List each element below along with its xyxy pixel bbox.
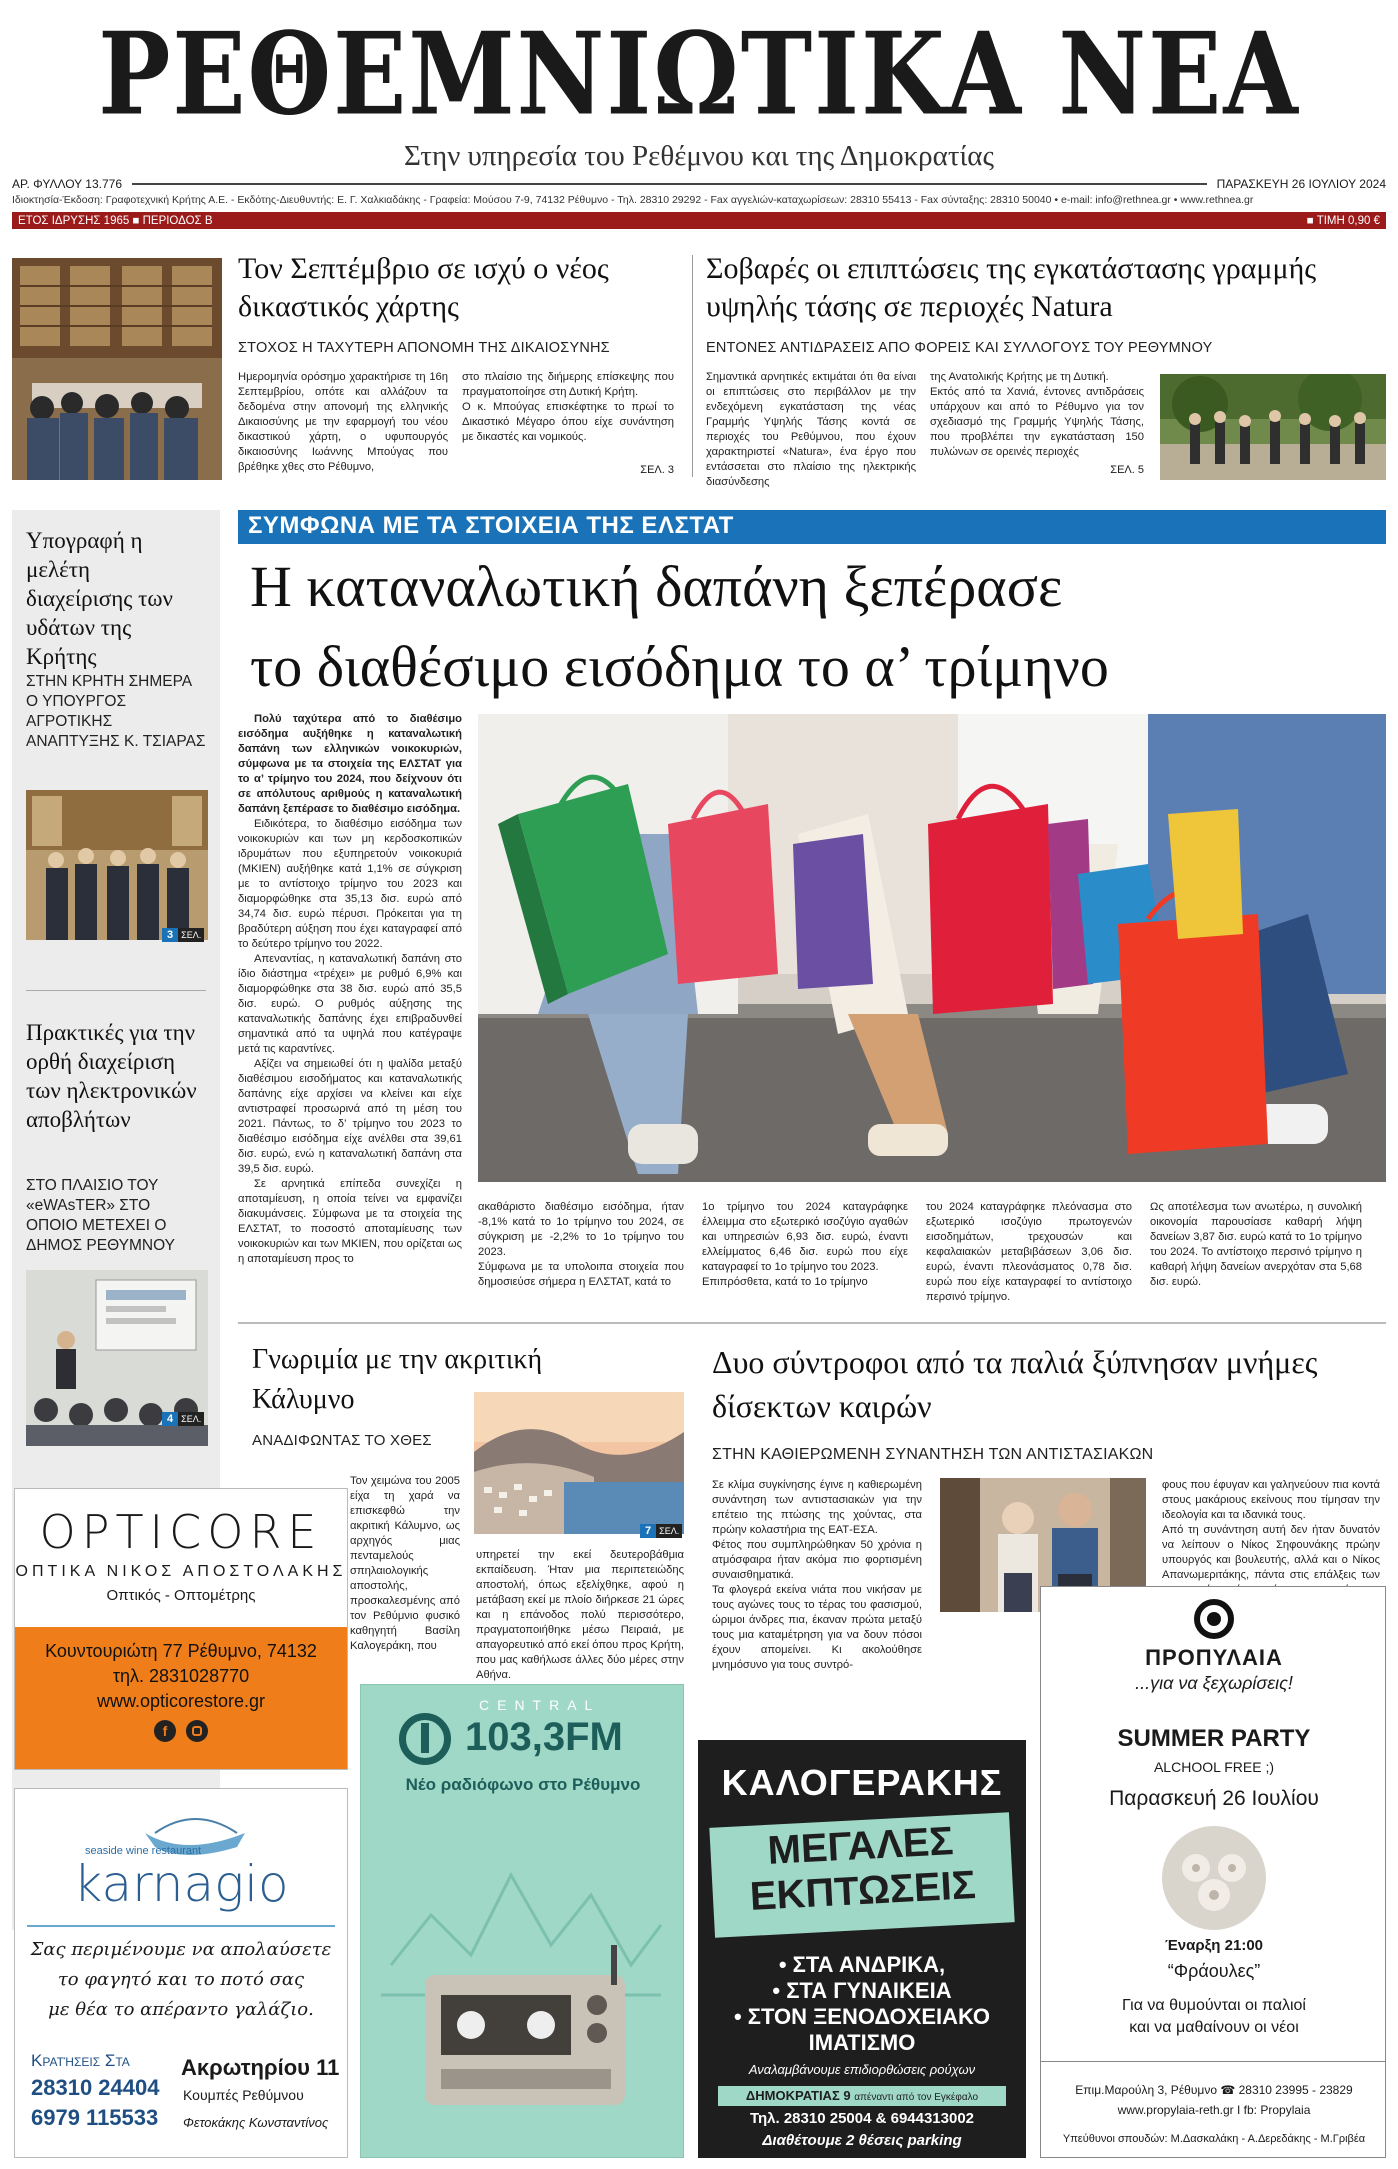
ad-opticore[interactable]	[14, 1488, 348, 1770]
propylaia-tagline: ...για να ξεχωρίσεις!	[1135, 1673, 1293, 1693]
instagram-icon[interactable]	[186, 1720, 208, 1742]
column-divider	[692, 255, 693, 477]
comrades-col2: φους που έφυγαν και γαληνεύουν πια κοντά στους μακάριους εκείνους που τίμησαν την ιδεολογία και τα ιδανικά τους. Από τη συνάντηση αυτή δεν ήταν δυνατόν να λείπουν ο Νίκος Σηφουνάκης πρώην υπουργός και βουλευτής, αλλά και ο Νίκος Απανωμεριτάκης, πάντα στις επάλξεις των	[1162, 1479, 1380, 1581]
facebook-icon[interactable]: f	[154, 1720, 176, 1742]
opticore-contact	[15, 1627, 347, 1769]
ad-kalogerakis[interactable]	[698, 1740, 1026, 2158]
side2-headline: Πρακτικές για την ορθή διαχείριση των ηλεκτρονικών αποβλήτων	[26, 1020, 197, 1132]
radio-top-label: CENTRAL	[479, 1697, 601, 1713]
top-right-col2: της Ανατολικής Κρήτης με τη Δυτική. Εκτός από τα Χανιά, έντονες αντιδράσεις υπάρχουν και από το Ρέθυμνο για τον σχεδιασμό της Γραμμής Υψηλής Τάσης, που προβλέπει την εγκατάσταση 150 πυλώνων σε ορεινές περιοχές	[930, 371, 1144, 458]
karnagio-area: Κουμπές Ρεθύμνου	[183, 2087, 304, 2103]
propylaia-logo-dot	[1207, 1612, 1221, 1626]
kalymnos-col2: υπηρετεί την εκεί δευτεροβάθμια εκπαίδευση. Ήταν μια περιπετειώδης αποστολή, όπως εξελίχθηκε, αφού η μετάβαση εκεί με πλοίο διήρκεσε 21 ώρες και η επάνοδος πολύ περισσότερο, πραγματοποιήθηκε μέσω Πειραιά, με απαγορευτικό από εκεί όπου προς Κρήτη, που μας καθήλωσε άλλες δύο μέρες στην Αθήνα.	[476, 1549, 684, 1681]
sidebar-divider	[26, 990, 206, 991]
propylaia-band: “Φράουλες”	[1167, 1961, 1261, 1981]
side1-photo	[26, 790, 208, 940]
main-p2: Απεναντίας, η καταναλωτική δαπάνη στο ίδιο διάστημα «τρέχει» με ρυθμό 6,9% και διαμορφώθηκε στα 38 δισ. ευρώ από 35,5 δισ. ευρώ. Ο ρυθμός αύξησης της καταναλωτικής δαπάνης έχει επιβραδυνθεί σημαντικά από τα υψηλά που κατέγραψε μετά τις καραντίνες.	[238, 953, 462, 1055]
karnagio-wave	[27, 1925, 335, 1927]
propylaia-date: Παρασκευή 26 Ιουλίου	[1109, 1787, 1319, 1810]
opticore-role: Οπτικός - Οπτομέτρης	[106, 1587, 256, 1604]
founded-bar	[12, 212, 1386, 229]
main-p4: Σε αρνητικά επίπεδα συνεχίζει η αποταμίευση, η οποία τείνει να εμφανίζει διακυμάνσεις. Σύμφωνα με τα στοιχεία της ΕΛΣΤΑΤ, το ποσοστό αποταμίευσης των νοικοκυριών και των ΜΚΙΕΝ, που ορίζεται ως η αποταμίευση προς το	[238, 1178, 462, 1265]
court-photo	[12, 258, 222, 480]
side2-page-badge	[162, 1412, 204, 1426]
top-left-kicker: ΣΤΟΧΟΣ Η ΤΑΧΥΤΕΡΗ ΑΠΟΝΟΜΗ ΤΗΣ ΔΙΚΑΙΟΣΥΝΗΣ	[238, 340, 610, 356]
kalog-big1: ΜΕΓΑΛΕΣ	[766, 1819, 955, 1873]
kalymnos-col1: Τον χειμώνα του 2005 είχα τη χαρά να επισκεφθώ την ακριτική Κάλυμνο, ως αρχηγός μιας πενταμελούς σπηλαιολογικής αποστολής, προσκαλεσμένης από τον Ρεθύμνιο φυσικό καθηγητή Βασίλη Καλογεράκη, που	[350, 1475, 460, 1652]
opticore-web[interactable]: www.opticorestore.gr	[96, 1691, 266, 1711]
main-headline-line2: το διαθέσιμο εισόδημα το α’ τρίμηνο	[250, 634, 1109, 699]
kalog-sale-box	[709, 1812, 1014, 1938]
propylaia-web[interactable]: www.propylaia-reth.gr I fb: Propylaia	[1117, 2103, 1311, 2117]
main-p3: Αξίζει να σημειωθεί ότι η ψαλίδα μεταξύ διαθέσιμου εισοδήματος και καταναλωτικής δαπάνης είχε αρχίσει να κλείνει και είχε αντιστραφεί προσωρινά από τη μέση του 2021. Πάντως, το δ’ τρίμηνο του 2023 το διαθέσιμο εισόδημα είχε ανέλθει στα 39,61 δισ. ευρώ, ενώ η καταναλωτική δαπάνη στα 39,5 δισ. ευρώ.	[238, 1058, 462, 1175]
side1-page-number: 3	[162, 928, 178, 942]
radio-cassette-icon	[361, 1815, 684, 2155]
kalog-items	[698, 1952, 1026, 2056]
kalog-big2: ΕΚΠΤΩΣΕΙΣ	[748, 1863, 977, 1919]
kalymnos-page-badge	[640, 1524, 682, 1538]
kalymnos-page-number: 7	[640, 1524, 656, 1538]
propylaia-staff: Υπεύθυνοι σπουδών: Μ.Δασκαλάκη - Α.Δερεδάκης - Μ.Γριβέα	[1062, 2133, 1366, 2145]
main-column-2: ακαθάριστο διαθέσιμο εισόδημα, ήταν -8,1% κατά το 1ο τρίμηνο του 2024, σε σύγκριση με -2,2% το 1ο τρίμηνο του 2023. Σύμφωνα με τα υπολοιπα στοιχεία που δημοσιεύσε σήμερα η ΕΛΣΤΑΤ, κατά το	[478, 1201, 684, 1288]
kalog-item3: • ΣΤΟΝ ΞΕΝΟΔΟΧΕΙΑΚΟ	[733, 2004, 991, 2029]
main-headline-line1: Η καταναλωτική δαπάνη ξεπέρασε	[250, 554, 1063, 619]
propylaia-start: Έναρξη 21:00	[1164, 1937, 1263, 1954]
ad-karnagio[interactable]	[14, 1788, 348, 2158]
side1-photo-image	[26, 790, 208, 940]
radio-logo-bar	[421, 1723, 429, 1753]
kalog-note: Αναλαμβάνουμε επιδιορθώσεις ρούχων	[748, 2062, 976, 2077]
karnagio-line2: το φαγητό και το ποτό σας	[57, 1969, 305, 1990]
main-column-3: 1ο τρίμηνο του 2024 καταγράφηκε έλλειμμα στο εξωτερικό ισοζύγιο αγαθών και υπηρεσιών 6,93 δισ. ευρώ, έναντι ελλείμματος 6,46 δισ. ευρώ που είχε καταγραφεί το 1ο τρίμηνο του 2023. Επιπρόσθετα, κατά το 1ο τρίμηνο	[702, 1201, 908, 1288]
kalog-address: ΔΗΜΟΚΡΑΤΙΑΣ 9	[745, 2088, 851, 2103]
karnagio-line3: με θέα το απέραντο γαλάζιο.	[48, 1999, 314, 2020]
issue-date: ΠΑΡΑΣΚΕΥΗ 26 ΙΟΥΛΙΟΥ 2024	[1216, 177, 1386, 191]
main-banner-text: ΣΥΜΦΩΝΑ ΜΕ ΤΑ ΣΤΟΙΧΕΙΑ ΤΗΣ ΕΛΣΤΑΤ	[248, 512, 734, 539]
side2-kicker: ΣΤΟ ΠΛΑΙΣΙΟ ΤΟΥ «eWAsTER» ΣΤΟ ΟΠΟΙΟ ΜΕΤΕΧΕΙ Ο ΔΗΜΟΣ ΡΕΘΥΜΝΟΥ	[26, 1177, 175, 1254]
propylaia-desc2: και να μαθαίνουν οι νέοι	[1129, 2019, 1299, 2036]
side2-sel: ΣΕΛ.	[178, 1412, 204, 1426]
propylaia-alcohol: ALCHOOL FREE ;)	[1153, 1759, 1275, 1775]
karnagio-line1: Σας περιμένουμε να απολαύσετε	[30, 1939, 332, 1960]
top-left-headline: Τον Σεπτέμβριο σε ισχύ ο νέος δικαστικός χάρτης	[238, 252, 609, 323]
propylaia-event: SUMMER PARTY	[1117, 1725, 1311, 1752]
masthead-slogan: Στην υπηρεσία του Ρεθέμνου και της Δημοκρατίας	[404, 140, 994, 172]
side2-page-number: 4	[162, 1412, 178, 1426]
ad-propylaia[interactable]	[1040, 1586, 1386, 2158]
band-logo-icon	[1154, 1823, 1274, 1933]
main-column-4: του 2024 καταγράφηκε πλεόνασμα στο εξωτερικό ισοζύγιο πρωτογενών εισοδημάτων, τρεχουσών και κεφαλαιακών μεταβιβάσεων 3,06 δισ. ευρώ, έναντι πλεονάσματος 0,78 δισ. ευρώ που είχε καταγραφεί το αντίστοιχο περσινό τρίμηνο.	[926, 1201, 1132, 1303]
main-lead: Πολύ ταχύτερα από το διαθέσιμο εισόδημα αυξήθηκε η καταναλωτική δαπάνη των ελληνικών νοικοκυριών, σύμφωνα με τα στοιχεία της ΕΛΣΤΑΤ για το α’ τρίμηνο του 2024, που δείχνουν ότι σε απόλυτους αριθμούς η καταναλωτική δαπάνη ξεπέρασε το διαθέσιμο εισόδημα.	[238, 713, 462, 815]
karnagio-street: Ακρωτηρίου 11	[181, 2055, 340, 2080]
top-right-ref: ΣΕΛ. 5	[1110, 464, 1144, 476]
kalog-item4: ΙΜΑΤΙΣΜΟ	[808, 2030, 916, 2055]
side1-page-badge	[162, 928, 204, 942]
opticore-address: Κουντουριώτη 77 Ρέθυμνο, 74132	[45, 1641, 317, 1661]
karnagio-owner: Φετοκάκης Κωνσταντίνος	[183, 2115, 329, 2130]
price-text: ■ ΤΙΜΗ 0,90 €	[1306, 214, 1380, 227]
opticore-sub: ΟΠΤΙΚΑ ΝΙΚΟΣ ΑΠΟΣΤΟΛΑΚΗΣ	[15, 1563, 347, 1580]
main-banner	[238, 510, 1386, 544]
kalog-phone[interactable]: Τηλ. 28310 25004 & 6944313002	[749, 2110, 975, 2127]
opticore-social	[15, 1720, 347, 1742]
kalog-brand: ΚΑΛΟΓΕΡΑΚΗΣ	[721, 1762, 1003, 1803]
karnagio-brand: karnagio	[73, 1855, 289, 1913]
main-column-1	[238, 712, 462, 1267]
propylaia-desc1: Για να θυμούνται οι παλιοί	[1122, 1997, 1306, 2014]
top-right-kicker: ΕΝΤΟΝΕΣ ΑΝΤΙΔΡΑΣΕΙΣ ΑΠΟ ΦΟΡΕΙΣ ΚΑΙ ΣΥΛΛΟΓΟΥΣ ΤΟΥ ΡΕΘΥΜΝΟΥ	[706, 340, 1213, 356]
top-left-ref: ΣΕΛ. 3	[640, 464, 674, 476]
radio-slogan: Νέο ραδιόφωνο στο Ρέθυμνο	[405, 1775, 641, 1794]
top-left-col2: στο πλαίσιο της διήμερης επίσκεψης που πραγματοποίησε στη Δυτική Κρήτη. Ο κ. Μπούγας επισκέφτηκε το πρωί το Δικαστικό Μέγαρο όπου είχε συνάντηση με δικαστές και νομικούς.	[462, 371, 674, 443]
founded-text: ΕΤΟΣ ΙΔΡΥΣΗΣ 1965 ■ ΠΕΡΙΟΔΟΣ Β	[18, 214, 213, 227]
top-right-col1: Σημαντικά αρνητικές εκτιμάται ότι θα είναι οι επιπτώσεις στο περιβάλλον με την ενδεχόμενη εγκατάσταση της νέας Γραμμής Υψηλής Τάσης κοντά σε περιοχές του Ρεθύμνου, που έχουν χαρακτηριστεί «Natura», ένα έργο που εντάσσεται στο πλαίσιο της ηλεκτρικής διασύνδεσης	[706, 371, 916, 488]
comrades-col1: Σε κλίμα συγκίνησης έγινε η καθιερωμένη συνάντηση των αντιστασιακών για την επέτειο της πτώσης της χούντας, στα πρώην κολαστήρια της ΕΑΤ-ΕΣΑ. Φέτος που συμπληρώθηκαν 50 χρόνια η ατμόσφαιρα ήταν ακόμα πιο φορτισμένη συναισθηματικά. Τα φλογερά εκείνα νιάτα που νικήσαν με τους αγώνες τους το τέρας του φασισμού, ώριμοι άνδρες πια, έκαναν πρώτα μεταξύ τους μια καταμέτρηση για να δουν πόσοι έχουν απομείνει. Κι ακολούθησε μνημόσυνο για τους συντρό-	[712, 1479, 922, 1671]
kalymnos-sel: ΣΕΛ.	[656, 1524, 682, 1538]
ad-radio[interactable]	[360, 1684, 684, 2158]
main-p1: Ειδικότερα, το διαθέσιμο εισόδημα των νοικοκυριών και των μη κερδοσκοπικών ιδρυμάτων που εξυπηρετούν νοικοκυριά (ΜΚΙΕΝ) αυξήθηκε κατά 1,1% σε σύγκριση με το αντίστοιχο τρίμηνο του 2023 και διαμορφώθηκε στα 35,13 δισ. ευρώ από 34,74 δισ. ευρώ πέρυσι. Πρόκειται για τη βραδύτερη αύξηση που έχει καταγραφεί από το δεύτερο τρίμηνο του 2022.	[238, 818, 462, 950]
main-column-5: Ως αποτέλεσμα των ανωτέρω, η συνολική οικονομία παρουσίασε καθαρή λήψη δανείων 3,87 δισ. ευρώ κατά το 1ο τρίμηνο του 2024. Το αντίστοιχο περσινό τρίμηνο η καθαρή λήψη δανείων ανερχόταν στα 5,68 δισ. ευρώ.	[1150, 1201, 1362, 1288]
side1-headline: Υπογραφή η μελέτη διαχείρισης των υδάτων της Κρήτης	[26, 528, 173, 669]
shopping-photo	[478, 714, 1386, 1182]
kalog-address-box	[718, 2086, 1006, 2106]
issue-row	[12, 177, 1386, 191]
shopping-photo-image	[478, 714, 1386, 1182]
masthead-title: ΡΕΘΕΜΝΙΩΤΙΚΑ ΝΕΑ	[98, 7, 1300, 141]
court-photo-image	[12, 258, 222, 480]
kalymnos-photo	[474, 1392, 684, 1534]
kalog-item2: • ΣΤΑ ΓΥΝΑΙΚΕΙΑ	[772, 1978, 952, 2003]
opticore-phone: τηλ. 2831028770	[112, 1666, 250, 1686]
karnagio-tag: seaside wine restaurant	[85, 1845, 202, 1857]
kalymnos-headline: Γνωριμία με την ακριτική Κάλυμνο	[252, 1344, 543, 1415]
kalymnos-photo-image	[474, 1392, 684, 1534]
karnagio-phone2[interactable]: 6979 115533	[31, 2105, 159, 2130]
propylaia-address: Επιμ.Μαρούλη 3, Ρέθυμνο ☎ 28310 23995 - 23829	[1075, 2083, 1353, 2097]
karnagio-phone1[interactable]: 28310 24404	[31, 2075, 160, 2100]
kalog-address-note: απέναντι από τον Εγκέφαλο	[854, 2092, 979, 2103]
main-bottom-rule	[238, 1322, 1386, 1324]
natura-photo	[1160, 374, 1386, 480]
comrades-headline: Δυο σύντροφοι από τα παλιά ξύπνησαν μνήμες δίσεκτων καιρών	[712, 1344, 1318, 1424]
top-left-col1: Ημερομηνία ορόσημο χαρακτήρισε τη 16η Σεπτεμβρίου, οπότε και αλλάζουν τα δεδομένα στην απονομή της ελληνικής Δικαιοσύνης με την εφαρμογή του νέου δικαστικού χάρτη, ο υφυπουργός δικαιοσύνης Ιωάννης Μπούγας που βρέθηκε χθες στο Ρέθυμνο,	[238, 371, 448, 473]
karnagio-res-label: Κρατήσεις Στα	[31, 2051, 130, 2070]
kalog-parking: Διαθέτουμε 2 θέσεις parking	[762, 2132, 962, 2149]
comrades-kicker: ΣΤΗΝ ΚΑΘΙΕΡΩΜΕΝΗ ΣΥΝΑΝΤΗΣΗ ΤΩΝ ΑΝΤΙΣΤΑΣΙΑΚΩΝ	[712, 1446, 1154, 1463]
publisher-info: Ιδιοκτησία-Έκδοση: Γραφοτεχνική Κρήτης Α.Ε. - Εκδότης-Διευθυντής: Ε. Γ. Χαλκιαδάκης - Γραφεία: Μούσου 7-9, 74132 Ρέθυμνο - Τηλ. 28310 29292 - Fax αγγελιών-καταχωρίσεων: 28310 55413 - Fax σύνταξης: 28310 50040 • e-mail: info@rethnea.gr • www.rethnea.gr	[12, 194, 1254, 206]
side1-kicker: ΣΤΗΝ ΚΡΗΤΗ ΣΗΜΕΡΑ Ο ΥΠΟΥΡΓΟΣ ΑΓΡΟΤΙΚΗΣ ΑΝΑΠΤΥΞΗΣ Κ. ΤΣΙΑΡΑΣ	[26, 673, 206, 750]
top-right-headline: Σοβαρές οι επιπτώσεις της εγκατάστασης γραμμής υψηλής τάσης σε περιοχές Natura	[706, 252, 1317, 323]
radio-frequency: 103,3FM	[465, 1715, 623, 1759]
propylaia-brand: ΠΡΟΠΥΛΑΙΑ	[1145, 1645, 1283, 1670]
kalymnos-kicker: ΑΝΑΔΙΦΩΝΤΑΣ ΤΟ ΧΘΕΣ	[252, 1432, 432, 1449]
side1-sel: ΣΕΛ.	[178, 928, 204, 942]
natura-photo-image	[1160, 374, 1386, 480]
issue-number: ΑΡ. ΦΥΛΛΟΥ 13.776	[12, 177, 122, 191]
opticore-brand: OPTICORE	[39, 1505, 323, 1559]
propylaia-divider	[1041, 2061, 1386, 2062]
kalog-item1: • ΣΤΑ ΑΝΔΡΙΚΑ,	[778, 1952, 946, 1977]
